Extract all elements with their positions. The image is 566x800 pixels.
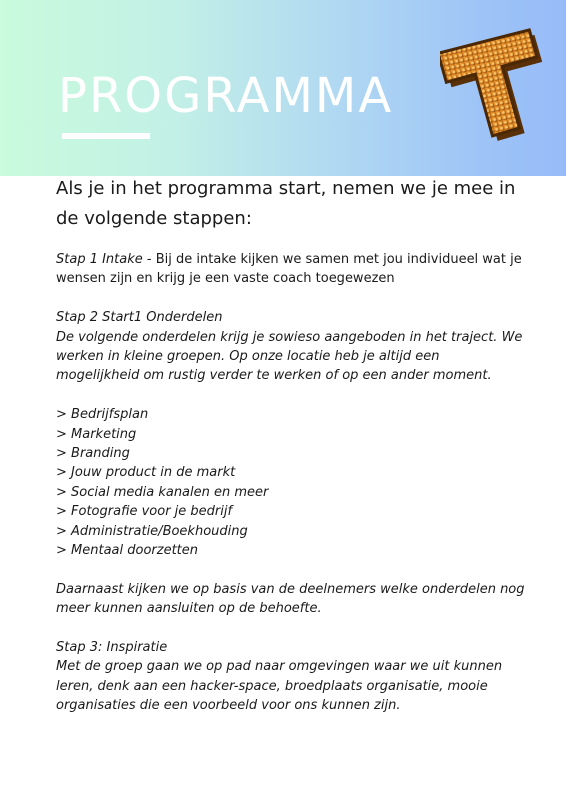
marquee-letter-t-icon bbox=[440, 26, 552, 144]
title-underline bbox=[62, 133, 150, 139]
header-banner bbox=[0, 0, 566, 176]
list-item: > Social media kanalen en meer bbox=[56, 484, 269, 500]
list-item: > Administratie/Boekhouding bbox=[56, 523, 248, 539]
step-2-heading: Stap 2 Start1 Onderdelen bbox=[56, 310, 223, 326]
list-item: > Branding bbox=[56, 446, 130, 462]
step-3-heading: Stap 3: Inspiratie bbox=[56, 640, 168, 656]
program-steps bbox=[56, 250, 526, 716]
list-item: > Mentaal doorzetten bbox=[56, 543, 199, 559]
step-1 bbox=[56, 250, 526, 289]
intro-text: Als je in het programma start, nemen we je mee in de volgende stappen: bbox=[56, 178, 516, 229]
list-item: > Marketing bbox=[56, 426, 137, 442]
module-list bbox=[56, 405, 526, 560]
step-2-text: De volgende onderdelen krijg je sowieso aangeboden in het traject. We werken in kleine groepen. Op onze locatie heb je altijd een mogelijkheid om rustig verder te werken of op een ander moment. bbox=[56, 329, 523, 384]
step-3-text: Met de groep gaan we op pad naar omgevingen waar we uit kunnen leren, denk aan een hacker-space, broedplaats organisatie, mooie organisaties die een voorbeeld voor ons kunnen zijn. bbox=[56, 659, 503, 714]
list-item: > Bedrijfsplan bbox=[56, 407, 149, 423]
list-item: > Fotografie voor je bedrijf bbox=[56, 504, 233, 520]
step-1-heading: Stap 1 Intake bbox=[56, 252, 143, 267]
list-item: > Jouw product in de markt bbox=[56, 465, 236, 481]
page-title: PROGRAMMA bbox=[58, 68, 394, 124]
step-2-extra: Daarnaast kijken we op basis van de deelnemers welke onderdelen nog meer kunnen aansluiten op de behoefte. bbox=[56, 581, 525, 617]
step-1-text: - Bij de intake kijken we samen met jou individueel wat je wensen zijn en krijg je een vaste coach toegewezen bbox=[56, 252, 522, 287]
